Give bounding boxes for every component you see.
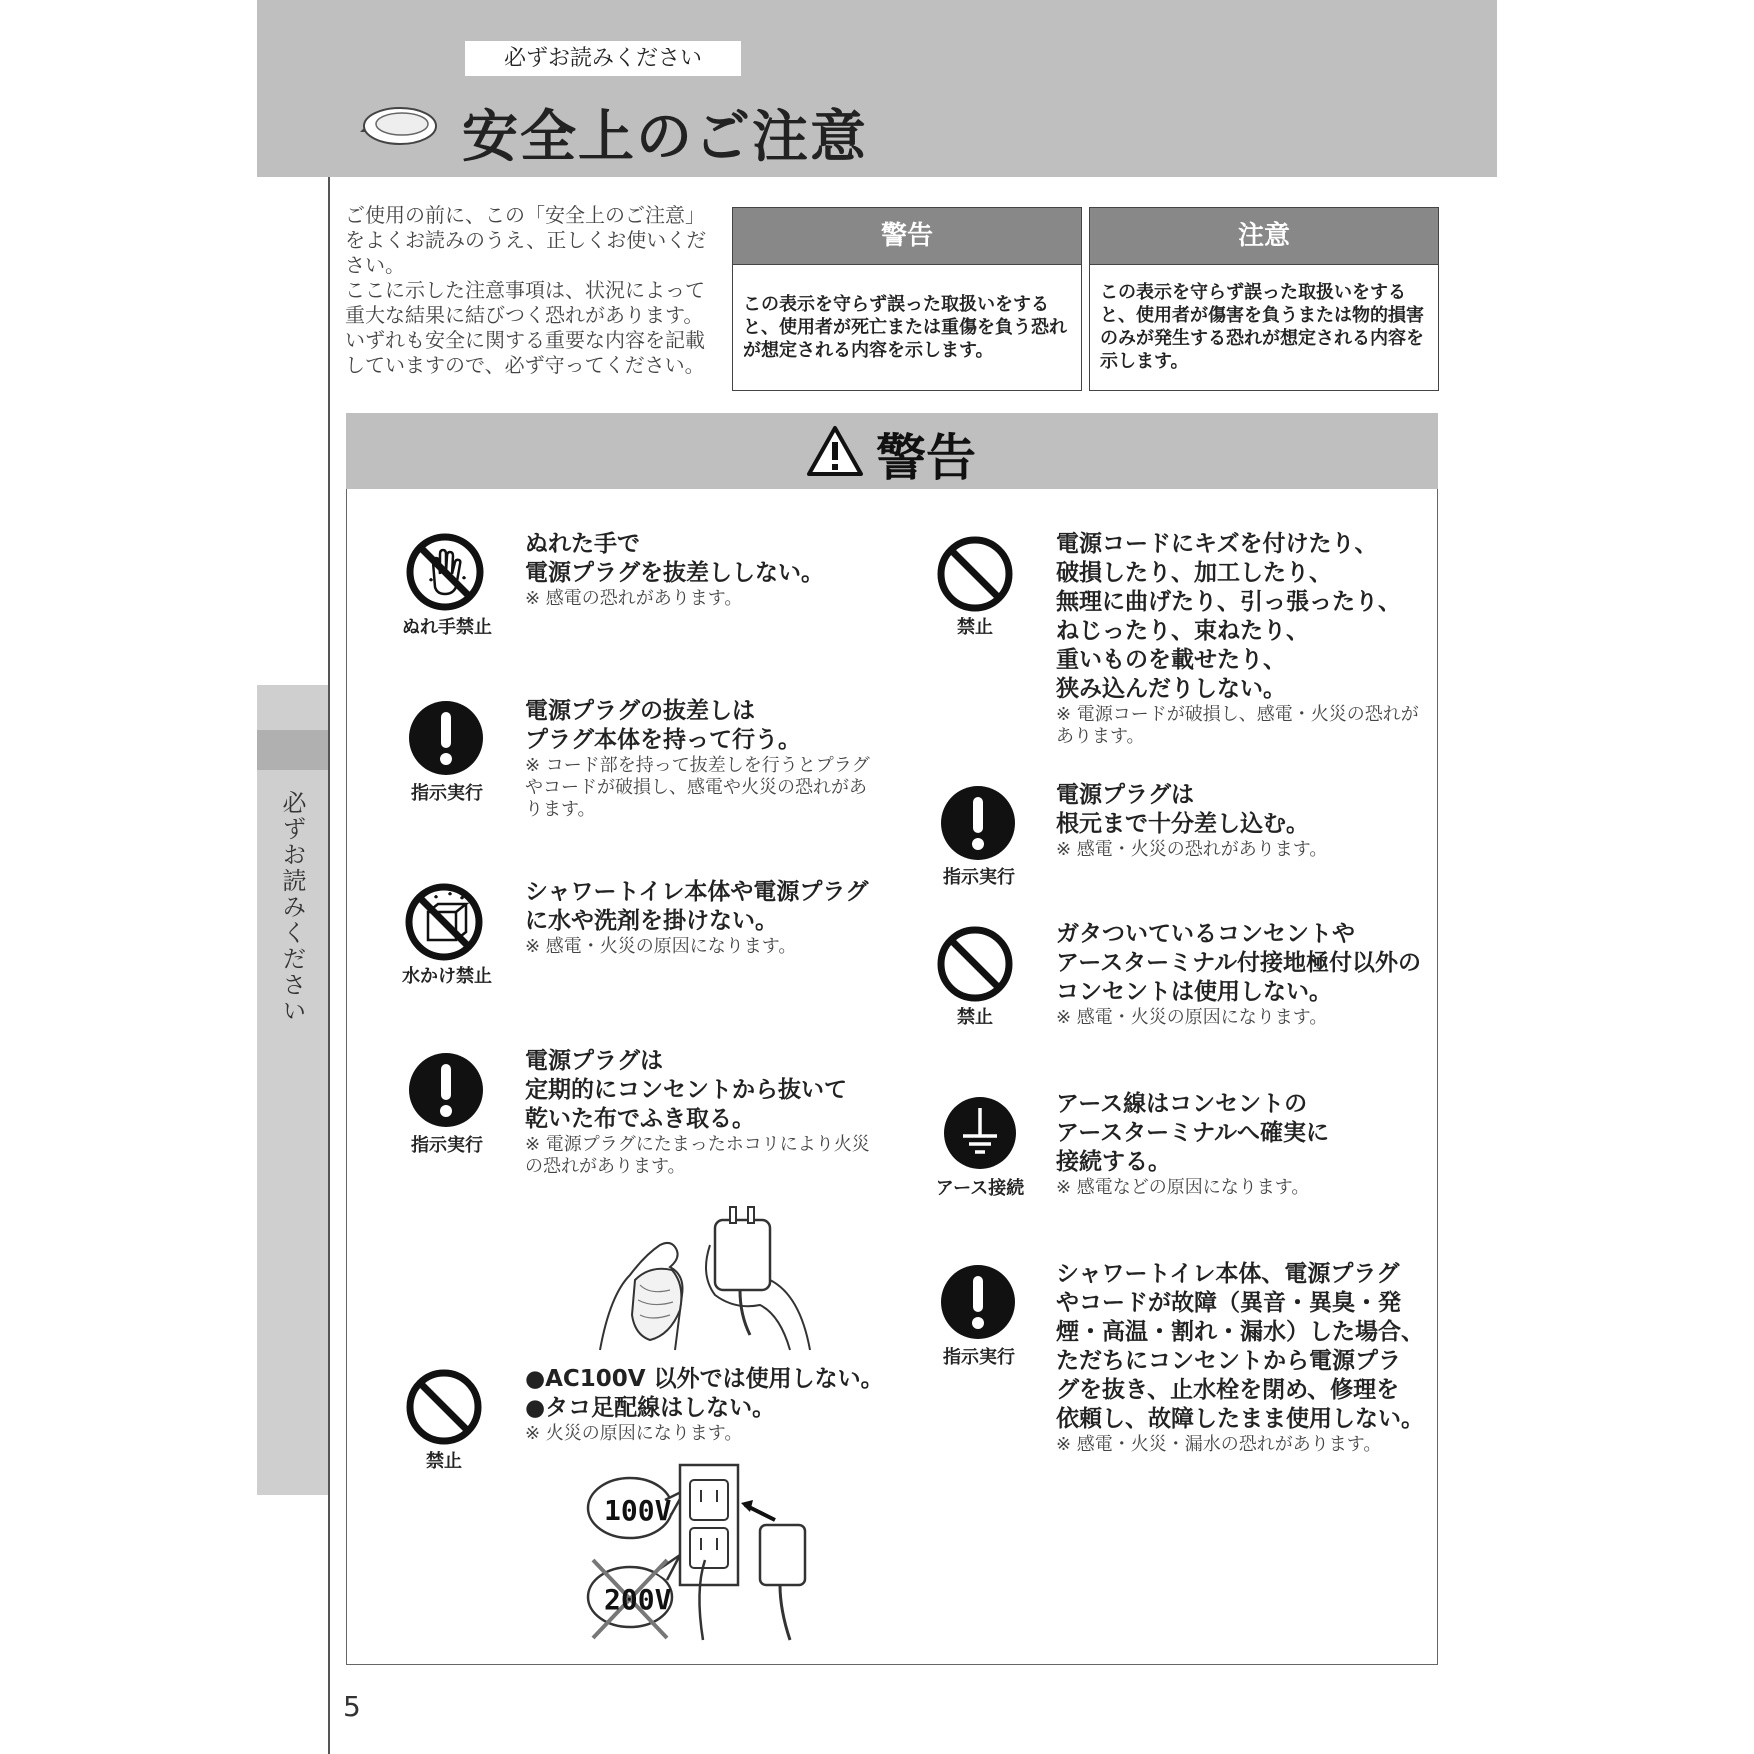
mandatory-action-icon [940, 785, 1016, 865]
prohibition-icon [936, 535, 1014, 617]
intro-paragraph: ご使用の前に、この「安全上のご注意」をよくお読みのうえ、正しくお使いください。 [345, 203, 707, 277]
item-line: シャワートイレ本体や電源プラグ [525, 879, 869, 905]
icon-label: 指示実行 [411, 1135, 483, 1156]
outlet-voltage-illustration [585, 1460, 825, 1649]
prohibition-icon [936, 925, 1014, 1007]
intro-text [345, 203, 723, 378]
caution-definition-box [1089, 207, 1439, 391]
voltage-ng-label: 200V [604, 1583, 672, 1616]
icon-label: 禁止 [426, 1451, 462, 1472]
item-note: ※ 感電・火災・漏水の恐れがあります。 [1056, 1434, 1382, 1455]
icon-label: 指示実行 [943, 867, 1015, 888]
icon-label: アース接続 [935, 1178, 1025, 1199]
mandatory-action-icon [940, 1264, 1016, 1344]
wet-hand-prohibited-icon [405, 532, 485, 616]
item-line: ねじったり、束ねたり、 [1056, 618, 1309, 644]
item-line: 乾いた布でふき取る。 [525, 1106, 755, 1132]
item-line: 根元まで十分差し込む。 [1056, 811, 1309, 837]
item-line: 狭み込んだりしない。 [1056, 676, 1286, 702]
caution-definition-text: この表示を守らず誤った取扱いをすると、使用者が傷害を負うまたは物的損害のみが発生する恐れが想定される内容を示します。 [1100, 282, 1424, 372]
item-note: ※ 感電の恐れがあります。 [525, 588, 743, 609]
item-line: 無理に曲げたり、引っ張ったり、 [1056, 589, 1401, 615]
caution-definition-body [1090, 265, 1438, 389]
item-line: 破損したり、加工したり、 [1056, 560, 1332, 586]
warning-item [525, 697, 870, 821]
item-note: ※ コード部を持って抜差しを行うとプラグやコードが破損し、感電や火災の恐れがあります。 [525, 755, 870, 820]
warning-triangle-icon [806, 425, 864, 481]
margin-line [328, 177, 330, 1754]
item-note: ※ 電源プラグにたまったホコリにより火災の恐れがあります。 [525, 1134, 870, 1177]
icon-label: 禁止 [957, 1007, 993, 1028]
item-line: やコードが故障（異音・異臭・発 [1056, 1290, 1401, 1316]
warning-item [1056, 1260, 1436, 1456]
water-prohibited-icon [404, 882, 484, 966]
warning-item [1056, 920, 1436, 1029]
warning-item [1056, 1090, 1436, 1199]
header-band [257, 0, 1497, 177]
icon-label: 水かけ禁止 [402, 966, 492, 987]
mandatory-action-icon [408, 700, 484, 780]
prohibition-icon [405, 1368, 483, 1450]
item-line: シャワートイレ本体、電源プラグ [1056, 1261, 1400, 1287]
item-line: 電源コードにキズを付けたり、 [1056, 531, 1378, 557]
item-line: アースターミナルへ確実に [1056, 1120, 1330, 1146]
warning-section-title: 警告 [876, 429, 976, 487]
item-note: ※ 感電などの原因になります。 [1056, 1177, 1310, 1198]
warning-definition-box [732, 207, 1082, 391]
side-tab-label: 必ずお読みください [278, 790, 306, 1024]
icon-label: 指示実行 [411, 783, 483, 804]
item-line: ぬれた手で [525, 531, 640, 557]
page-number: 5 [343, 1690, 361, 1723]
warning-item [1056, 530, 1436, 748]
warning-definition-head: 警告 [733, 208, 1081, 265]
ground-connection-icon [943, 1096, 1017, 1174]
icon-label: 指示実行 [943, 1347, 1015, 1368]
warning-item [525, 878, 905, 958]
wiping-plug-illustration [590, 1185, 820, 1359]
item-line: 電源プラグの抜差しは [525, 698, 755, 724]
item-line: ●AC100V 以外では使用しない。 [525, 1366, 884, 1392]
item-line: 接続する。 [1056, 1149, 1171, 1175]
item-line: プラグ本体を持って行う。 [525, 727, 801, 753]
caution-definition-head: 注意 [1090, 208, 1438, 265]
item-line: 重いものを載せたり、 [1056, 647, 1286, 673]
item-line: コンセントは使用しない。 [1056, 979, 1332, 1005]
item-line: 電源プラグは [1056, 782, 1194, 808]
item-line: 定期的にコンセントから抜いて [525, 1077, 847, 1103]
page-title: 安全上のご注意 [462, 105, 868, 170]
icon-label: 禁止 [957, 617, 993, 638]
item-line: 電源プラグは [525, 1048, 663, 1074]
warning-definition-body [733, 265, 1081, 389]
item-line: ただちにコンセントから電源プラ [1056, 1348, 1401, 1374]
item-line: ●タコ足配線はしない。 [525, 1395, 776, 1421]
item-note: ※ 感電・火災の恐れがあります。 [1056, 839, 1328, 860]
item-note: ※ 電源コードが破損し、感電・火災の恐れがあります。 [1056, 704, 1419, 747]
toilet-seat-icon [360, 102, 438, 154]
must-read-label: 必ずお読みください [465, 41, 741, 76]
item-line: グを抜き、止水栓を閉め、修理を [1056, 1377, 1400, 1403]
intro-paragraph: ここに示した注意事項は、状況によって重大な結果に結びつく恐れがあります。いずれも安全に関する重要な内容を記載していますので、必ず守ってください。 [345, 278, 705, 377]
warning-definition-text: この表示を守らず誤った取扱いをすると、使用者が死亡または重傷を負う恐れが想定される内容を示します。 [743, 293, 1067, 361]
item-line: 煙・高温・割れ・漏水）した場合、 [1056, 1319, 1424, 1345]
voltage-ok-label: 100V [604, 1494, 672, 1527]
item-note: ※ 感電・火災の原因になります。 [525, 936, 797, 957]
warning-item [1056, 781, 1436, 861]
item-line: アース線はコンセントの [1056, 1091, 1308, 1117]
item-line: アースターミナル付接地極付以外の [1056, 950, 1422, 976]
item-note: ※ 感電・火災の原因になります。 [1056, 1007, 1328, 1028]
item-line: に水や洗剤を掛けない。 [525, 908, 778, 934]
item-line: 電源プラグを抜差ししない。 [525, 560, 824, 586]
warning-item [525, 1365, 885, 1445]
item-line: 依頼し、故障したまま使用しない。 [1056, 1406, 1424, 1432]
warning-item [525, 1047, 870, 1178]
item-line: ガタついているコンセントや [1056, 921, 1355, 947]
item-note: ※ 火災の原因になります。 [525, 1423, 743, 1444]
warning-item [525, 530, 885, 610]
mandatory-action-icon [408, 1052, 484, 1132]
side-tab-marker [257, 730, 328, 770]
icon-label: ぬれ手禁止 [402, 617, 492, 638]
